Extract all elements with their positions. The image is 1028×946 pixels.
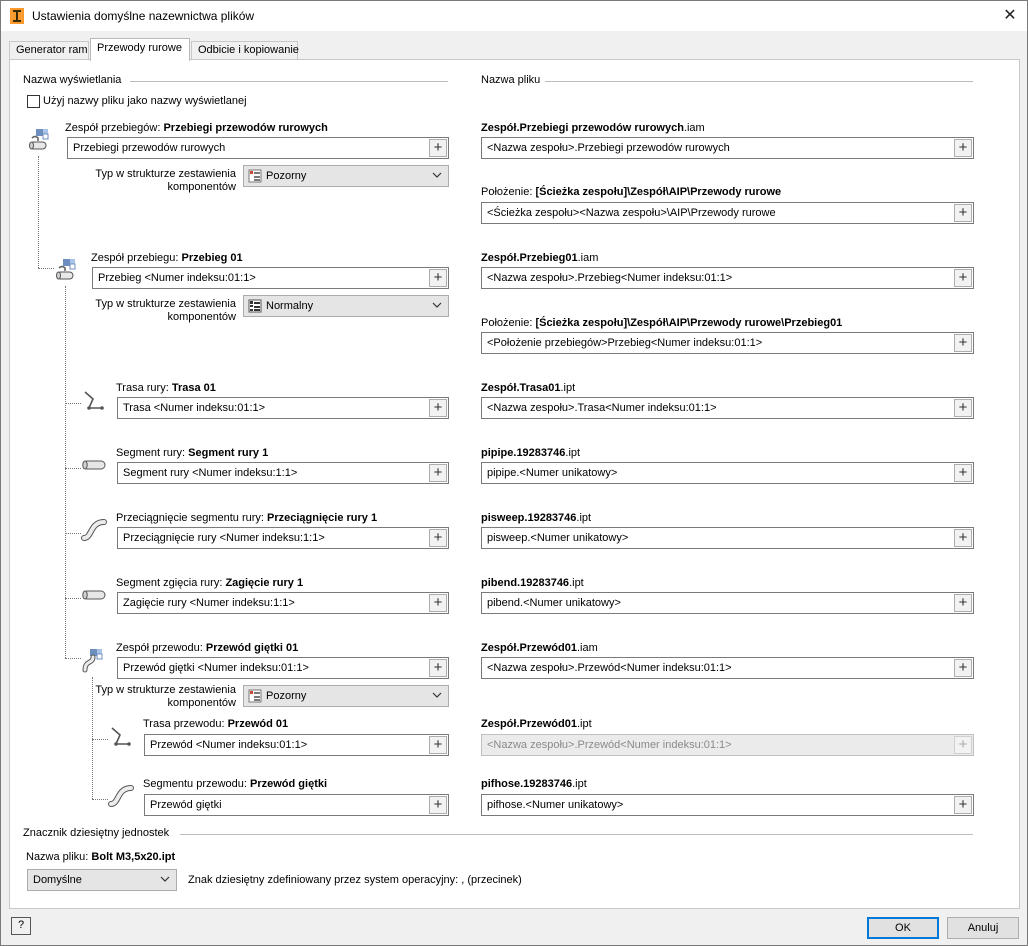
plus-icon[interactable]: + <box>954 399 972 417</box>
hose-assembly-icon <box>80 646 108 674</box>
plus-icon[interactable]: + <box>954 269 972 287</box>
inventor-app-icon <box>10 8 24 24</box>
row0-filename-input[interactable]: <Nazwa zespołu>.Przebiegi przewodów rurowych + <box>481 137 974 159</box>
row7-display-input[interactable]: Przewód <Numer indeksu:01:1> + <box>144 734 449 756</box>
route-icon <box>107 722 135 750</box>
plus-icon[interactable]: + <box>429 594 447 612</box>
row7-label: Trasa przewodu: Przewód 01 <box>143 718 289 730</box>
use-filename-label: Użyj nazwy pliku jako nazwy wyświetlanej <box>43 95 247 107</box>
row6-filename-input[interactable]: <Nazwa zespołu>.Przewód<Numer indeksu:01:1> + <box>481 657 974 679</box>
plus-icon[interactable]: + <box>954 529 972 547</box>
row1-filename-label: Zespół.Przebieg01.iam <box>481 252 599 264</box>
row5-display-input[interactable]: Zagięcie rury <Numer indeksu:1:1> + <box>117 592 449 614</box>
row6-label: Zespół przewodu: Przewód giętki 01 <box>116 642 299 654</box>
chevron-down-icon <box>432 690 442 700</box>
row0-filename-label: Zespół.Przebiegi przewodów rurowych.iam <box>481 122 705 134</box>
row3-filename-label: pipipe.19283746.ipt <box>481 447 581 459</box>
row3-display-input[interactable]: Segment rury <Numer indeksu:1:1> + <box>117 462 449 484</box>
route-icon <box>80 386 108 414</box>
plus-icon[interactable]: + <box>954 594 972 612</box>
row1-display-input[interactable]: Przebieg <Numer indeksu:01:1> + <box>92 267 449 289</box>
plus-icon[interactable]: + <box>429 269 447 287</box>
normal-bom-icon <box>248 299 262 313</box>
display-name-group-title: Nazwa wyświetlania <box>23 74 122 86</box>
sweep-icon <box>107 782 135 810</box>
plus-icon[interactable]: + <box>954 796 972 814</box>
row6-display-input[interactable]: Przewód giętki <Numer indeksu:01:1> + <box>117 657 449 679</box>
row6-structure-dropdown[interactable]: Pozorny <box>243 685 449 707</box>
row1-structure-label: Typ w strukturze zestawienia komponentów <box>95 298 236 323</box>
close-icon[interactable]: ✕ <box>1003 7 1017 24</box>
chevron-down-icon <box>432 170 442 180</box>
row0-location-label: Położenie: [Ścieżka zespołu]\Zespół\AIP\Przewody rurowe <box>481 186 782 198</box>
decimal-group-title: Znacznik dziesiętny jednostek <box>23 827 170 839</box>
plus-icon[interactable]: + <box>954 334 972 352</box>
decimal-filename-label: Nazwa pliku: Bolt M3,5x20.ipt <box>26 851 176 863</box>
tab-panel <box>9 59 1020 909</box>
row3-filename-input[interactable]: pipipe.<Numer unikatowy> + <box>481 462 974 484</box>
row2-filename-input[interactable]: <Nazwa zespołu>.Trasa<Numer indeksu:01:1> + <box>481 397 974 419</box>
row2-filename-label: Zespół.Trasa01.ipt <box>481 382 576 394</box>
cancel-button[interactable]: Anuluj <box>947 917 1019 939</box>
plus-icon[interactable]: + <box>429 796 447 814</box>
row8-display-input[interactable]: Przewód giętki + <box>144 794 449 816</box>
row6-filename-label: Zespół.Przewód01.iam <box>481 642 598 654</box>
row7-filename-label: Zespół.Przewód01.ipt <box>481 718 592 730</box>
plus-icon[interactable]: + <box>954 139 972 157</box>
row5-filename-input[interactable]: pibend.<Numer unikatowy> + <box>481 592 974 614</box>
use-filename-checkbox[interactable] <box>27 95 40 108</box>
row1-structure-dropdown[interactable]: Normalny <box>243 295 449 317</box>
plus-icon[interactable]: + <box>954 659 972 677</box>
plus-icon[interactable]: + <box>429 399 447 417</box>
row3-label: Segment rury: Segment rury 1 <box>116 447 269 459</box>
bend-icon <box>80 581 108 609</box>
row0-structure-dropdown[interactable]: Pozorny <box>243 165 449 187</box>
row4-display-input[interactable]: Przeciągnięcie rury <Numer indeksu:1:1> + <box>117 527 449 549</box>
row6-structure-label: Typ w strukturze zestawienia komponentów <box>95 684 236 709</box>
plus-icon[interactable]: + <box>429 464 447 482</box>
help-button[interactable]: ? <box>11 917 31 935</box>
row0-label: Zespół przebiegów: Przebiegi przewodów rurowych <box>65 122 328 134</box>
row8-filename-label: pifhose.19283746.ipt <box>481 778 587 790</box>
run-assembly-icon <box>26 126 54 154</box>
row1-location-label: Położenie: [Ścieżka zespołu]\Zespół\AIP\Przewody rurowe\Przebieg01 <box>481 317 843 329</box>
plus-icon[interactable]: + <box>954 464 972 482</box>
row0-location-input[interactable]: <Ścieżka zespołu><Nazwa zespołu>\AIP\Przewody rurowe + <box>481 202 974 224</box>
phantom-bom-icon <box>248 169 262 183</box>
row5-label: Segment zgięcia rury: Zagięcie rury 1 <box>116 577 304 589</box>
tab-przewody-rurowe[interactable]: Przewody rurowe <box>90 38 190 61</box>
plus-icon[interactable]: + <box>429 659 447 677</box>
decimal-dropdown[interactable]: Domyślne <box>27 869 177 891</box>
row2-label: Trasa rury: Trasa 01 <box>116 382 216 394</box>
plus-icon[interactable]: + <box>429 529 447 547</box>
row4-filename-input[interactable]: pisweep.<Numer unikatowy> + <box>481 527 974 549</box>
chevron-down-icon <box>432 300 442 310</box>
ok-button[interactable]: OK <box>867 917 939 939</box>
title-bar <box>1 1 1027 31</box>
filename-group-title: Nazwa pliku <box>481 74 541 86</box>
tab-odbicie-i-kopiowanie[interactable]: Odbicie i kopiowanie <box>191 41 298 60</box>
row1-location-input[interactable]: <Położenie przebiegów>Przebieg<Numer indeksu:01:1> + <box>481 332 974 354</box>
row7-filename-input: <Nazwa zespołu>.Przewód<Numer indeksu:01:1> + <box>481 734 974 756</box>
chevron-down-icon <box>160 874 170 884</box>
pipe-segment-icon <box>80 451 108 479</box>
row2-display-input[interactable]: Trasa <Numer indeksu:01:1> + <box>117 397 449 419</box>
row0-display-input[interactable]: Przebiegi przewodów rurowych + <box>67 137 449 159</box>
row1-label: Zespół przebiegu: Przebieg 01 <box>91 252 243 264</box>
row8-filename-input[interactable]: pifhose.<Numer unikatowy> + <box>481 794 974 816</box>
plus-icon[interactable]: + <box>429 139 447 157</box>
sweep-icon <box>80 516 108 544</box>
plus-icon: + <box>954 736 972 754</box>
phantom-bom-icon <box>248 689 262 703</box>
decimal-os-text: Znak dziesiętny zdefiniowany przez system operacyjny: , (przecinek) <box>188 874 522 886</box>
plus-icon[interactable]: + <box>954 204 972 222</box>
window-title: Ustawienia domyślne nazewnictwa plików <box>32 9 255 23</box>
row4-label: Przeciągnięcie segmentu rury: Przeciągnięcie rury 1 <box>116 512 378 524</box>
row5-filename-label: pibend.19283746.ipt <box>481 577 584 589</box>
row4-filename-label: pisweep.19283746.ipt <box>481 512 592 524</box>
tab-generator-ram[interactable]: Generator ram <box>9 41 89 60</box>
run-assembly-icon <box>53 256 81 284</box>
plus-icon[interactable]: + <box>429 736 447 754</box>
row1-filename-input[interactable]: <Nazwa zespołu>.Przebieg<Numer indeksu:01:1> + <box>481 267 974 289</box>
row8-label: Segmentu przewodu: Przewód giętki <box>143 778 328 790</box>
row0-structure-label: Typ w strukturze zestawienia komponentów <box>95 168 236 193</box>
